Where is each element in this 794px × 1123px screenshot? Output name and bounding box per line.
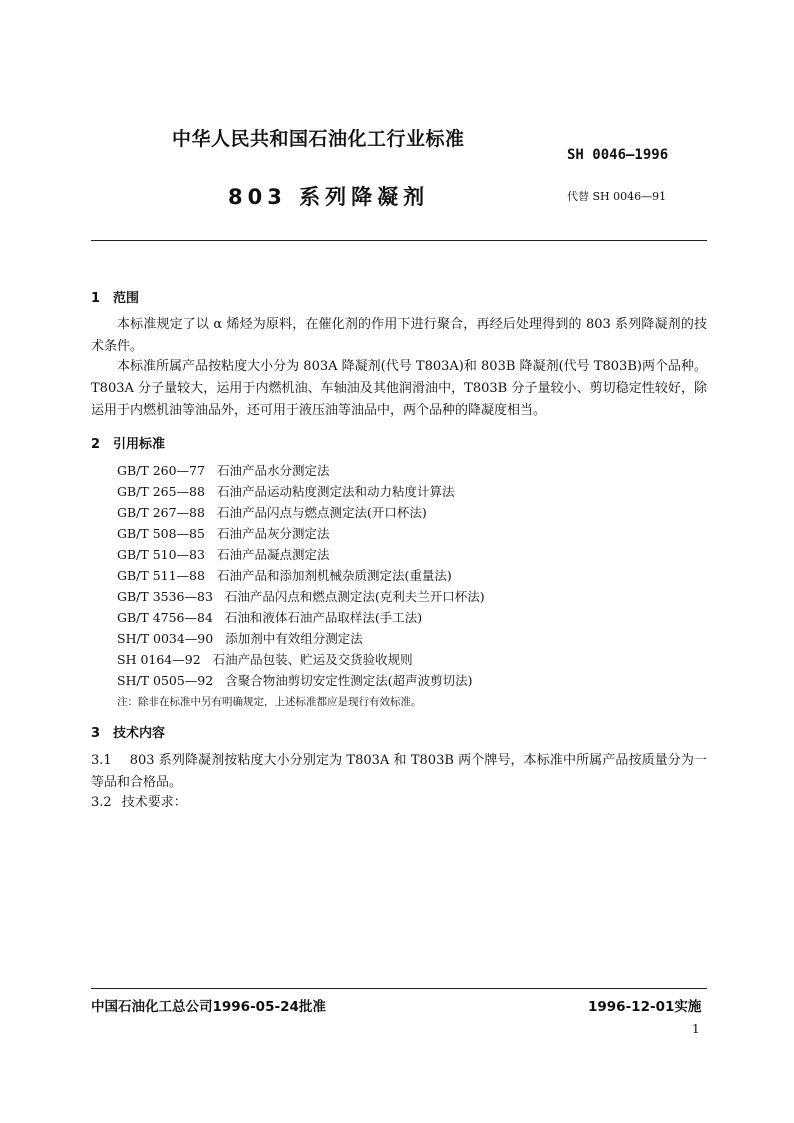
reference-item <box>117 566 452 584</box>
reference-item <box>117 587 485 605</box>
clause-3-1 <box>91 750 707 794</box>
reference-code: GB/T 508—85 <box>117 526 205 541</box>
reference-code: GB/T 265—88 <box>117 484 205 499</box>
clause-text: 803 系列降凝剂按粘度大小分别定为 T803A 和 T803B 两个牌号，本标准中所属产品按质量分为一等品和合格品。 <box>91 753 707 790</box>
reference-item <box>117 545 329 563</box>
reference-item <box>117 650 413 668</box>
reference-name: 添加剂中有效组分测定法 <box>225 631 363 646</box>
clause-3-2 <box>91 792 707 814</box>
approval-line: 中国石油化工总公司1996-05-24批准 <box>91 999 326 1015</box>
header-rule <box>91 240 707 241</box>
document-title: 803 系列降凝剂 <box>228 185 430 209</box>
reference-item <box>117 608 422 626</box>
reference-name: 石油产品凝点测定法 <box>216 547 330 562</box>
section-2-heading <box>91 433 165 452</box>
standard-number: SH 0046—1996 <box>567 147 669 163</box>
reference-code: GB/T 260—77 <box>117 463 205 478</box>
reference-name: 石油产品水分测定法 <box>216 463 330 478</box>
reference-note: 注：除非在标准中另有明确规定，上述标准都应是现行有效标准。 <box>117 696 422 708</box>
reference-code: SH/T 0505—92 <box>117 673 214 688</box>
reference-name: 石油产品闪点和燃点测定法(克利夫兰开口杯法) <box>224 589 485 604</box>
section-title: 范围 <box>113 291 140 306</box>
section-1-heading <box>91 287 139 306</box>
reference-name: 石油和液体石油产品取样法(手工法) <box>224 610 423 625</box>
reference-item <box>117 629 363 647</box>
clause-number: 3.1 <box>91 753 112 768</box>
reference-item <box>117 671 472 689</box>
reference-item <box>117 524 329 542</box>
scope-paragraph-1: 本标准规定了以 α 烯烃为原料，在催化剂的作用下进行聚合，再经后处理得到的 803 系列降凝剂的技术条件。 <box>91 317 707 354</box>
section-number: 3 <box>91 726 101 741</box>
reference-name: 石油产品和添加剂机械杂质测定法(重量法) <box>216 568 452 583</box>
scope-paragraph-2: 本标准所属产品按粘度大小分为 803A 降凝剂(代号 T803A)和 803B 降凝剂(代号 T803B)两个品种。T803A 分子量较大，运用于内燃机油、车轴油及其他润滑油中，T803B 分子量较小、剪切稳定性较好，除运用于内燃机油等油品外，还可用于液压油等油品中，两个品种的降凝度相当。 <box>91 359 707 418</box>
issuer-title: 中华人民共和国石油化工行业标准 <box>172 128 465 150</box>
section-number: 1 <box>91 291 101 306</box>
reference-code: GB/T 3536—83 <box>117 589 213 604</box>
clause-text: 技术要求： <box>121 795 187 810</box>
reference-code: SH 0164—92 <box>117 652 201 667</box>
reference-name: 石油产品闪点与燃点测定法(开口杯法) <box>216 505 427 520</box>
reference-item <box>117 482 454 500</box>
section-3-heading <box>91 722 165 741</box>
reference-code: GB/T 510—83 <box>117 547 205 562</box>
section-number: 2 <box>91 437 101 452</box>
section-title: 技术内容 <box>113 726 166 741</box>
clause-number: 3.2 <box>91 795 112 810</box>
footer-rule <box>91 988 707 989</box>
reference-code: GB/T 267—88 <box>117 505 205 520</box>
replaces-note: 代替 SH 0046—91 <box>567 190 667 203</box>
reference-name: 石油产品运动粘度测定法和动力粘度计算法 <box>216 484 455 499</box>
reference-code: GB/T 4756—84 <box>117 610 213 625</box>
reference-item <box>117 503 427 521</box>
reference-code: GB/T 511—88 <box>117 568 205 583</box>
reference-name: 石油产品灰分测定法 <box>216 526 330 541</box>
section-title: 引用标准 <box>113 437 166 452</box>
reference-name: 含聚合物油剪切安定性测定法(超声波剪切法) <box>225 673 473 688</box>
reference-code: SH/T 0034—90 <box>117 631 214 646</box>
effective-date: 1996-12-01实施 <box>588 999 702 1015</box>
page-number: 1 <box>692 1022 700 1036</box>
reference-name: 石油产品包装、贮运及交货验收规则 <box>212 652 413 667</box>
reference-item <box>117 461 329 479</box>
